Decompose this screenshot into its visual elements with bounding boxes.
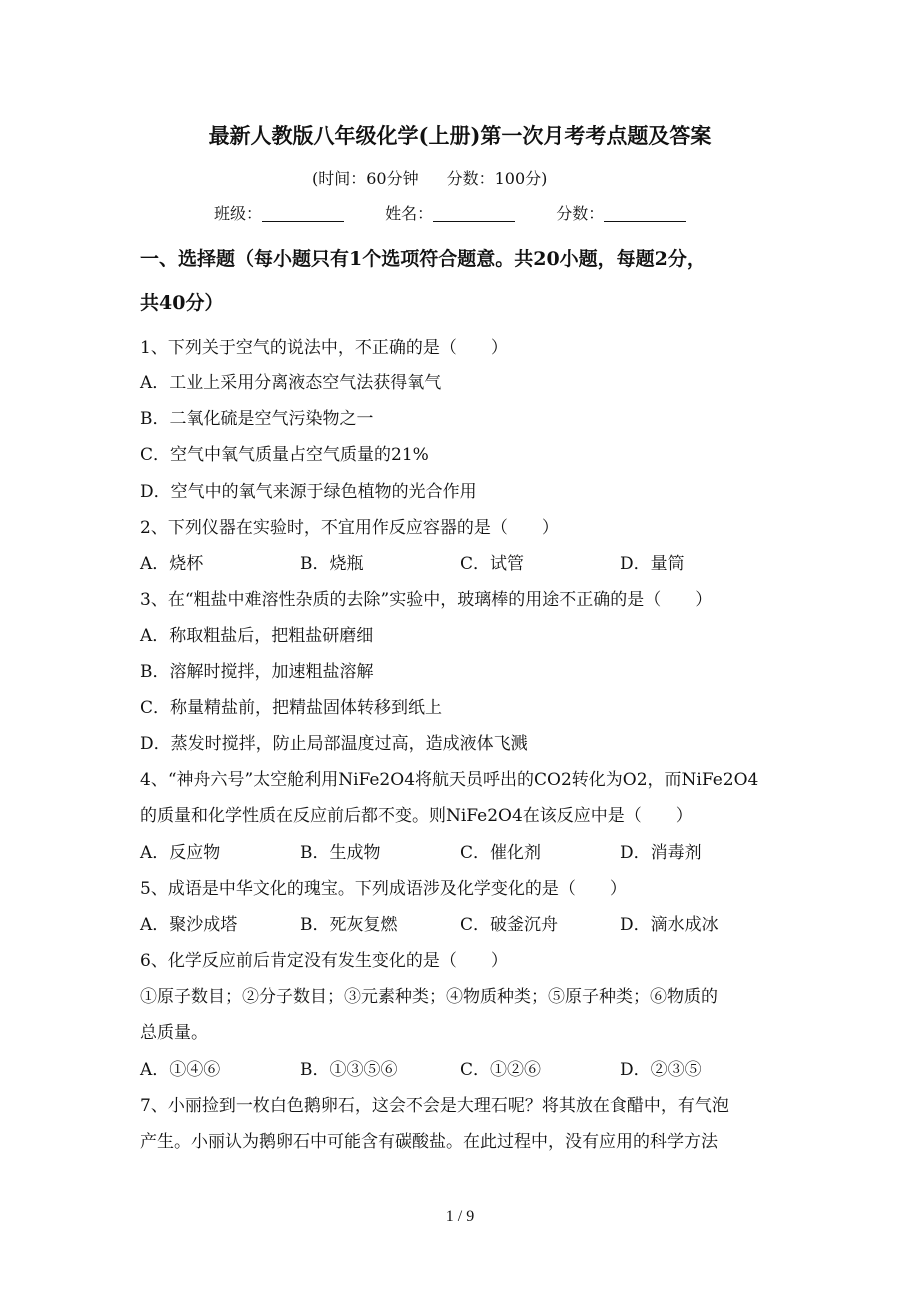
- question-1-option-b: B．二氧化硫是空气污染物之一: [140, 409, 374, 429]
- question-3-option-a: A．称取粗盐后，把粗盐研磨细: [140, 626, 374, 646]
- exam-score: 分数：100分): [446, 169, 548, 188]
- option-d: D．滴水成冰: [620, 915, 719, 935]
- question-4-stem: 4、“神舟六号”太空舱利用NiFe2O4将航天员呼出的CO2转化为O2，而NiFe2O4: [140, 770, 759, 790]
- question-7-stem: 7、小丽捡到一枚白色鹅卵石，这会不会是大理石呢？将其放在食醋中，有气泡: [140, 1096, 729, 1116]
- section-heading: 一、选择题（每小题只有1个选项符合题意。共20小题，每题2分，: [140, 248, 706, 270]
- exam-info: [312, 168, 575, 190]
- question-6-options: [140, 1059, 780, 1081]
- option-a: A．烧杯: [140, 554, 204, 574]
- name-blank: [433, 205, 515, 222]
- question-4-options: [140, 842, 780, 864]
- section-heading-cont: 共40分）: [140, 292, 224, 314]
- exam-time: (时间：60分钟: [312, 169, 419, 188]
- option-b: B．死灰复燃: [300, 915, 398, 935]
- question-3-option-d: D．蒸发时搅拌，防止局部温度过高，造成液体飞溅: [140, 734, 528, 754]
- name-label: 姓名：: [385, 204, 434, 223]
- option-d: D．消毒剂: [620, 843, 702, 863]
- option-d: D．②③⑤: [620, 1060, 702, 1080]
- score-label: 分数：: [556, 204, 605, 223]
- option-c: C．破釜沉舟: [460, 915, 559, 935]
- option-a: A．①④⑥: [140, 1060, 221, 1080]
- document-title: 最新人教版八年级化学(上册)第一次月考考点题及答案: [208, 123, 712, 148]
- option-a: A．聚沙成塔: [140, 915, 238, 935]
- question-3-stem: 3、在“粗盐中难溶性杂质的去除”实验中，玻璃棒的用途不正确的是（ ）: [140, 590, 713, 610]
- question-5-stem: 5、成语是中华文化的瑰宝。下列成语涉及化学变化的是（ ）: [140, 879, 627, 899]
- option-d: D．量筒: [620, 554, 685, 574]
- class-field: [214, 203, 344, 225]
- option-b: B．生成物: [300, 843, 381, 863]
- question-1-option-c: C．空气中氧气质量占空气质量的21%: [140, 445, 429, 465]
- question-6-text-cont: 总质量。: [140, 1023, 208, 1043]
- name-field: [385, 203, 515, 225]
- option-c: C．试管: [460, 554, 525, 574]
- student-fields: [214, 203, 722, 225]
- question-6-stem: 6、化学反应前后肯定没有发生变化的是（ ）: [140, 951, 508, 971]
- question-4-stem-cont: 的质量和化学性质在反应前后都不变。则NiFe2O4在该反应中是（ ）: [140, 806, 693, 826]
- question-2-stem: 2、下列仪器在实验时，不宜用作反应容器的是（ ）: [140, 518, 559, 538]
- question-3-option-b: B．溶解时搅拌，加速粗盐溶解: [140, 662, 374, 682]
- option-b: B．①③⑤⑥: [300, 1060, 398, 1080]
- option-a: A．反应物: [140, 843, 221, 863]
- score-field: [556, 203, 686, 225]
- question-7-stem-cont: 产生。小丽认为鹅卵石中可能含有碳酸盐。在此过程中，没有应用的科学方法: [140, 1132, 718, 1152]
- question-5-options: [140, 914, 780, 936]
- question-1-option-a: A．工业上采用分离液态空气法获得氧气: [140, 373, 442, 393]
- class-label: 班级：: [214, 204, 263, 223]
- question-1-stem: 1、下列关于空气的说法中，不正确的是（ ）: [140, 338, 508, 358]
- page-number: 1 / 9: [445, 1208, 475, 1225]
- question-2-options: [140, 553, 780, 575]
- option-b: B．烧瓶: [300, 554, 364, 574]
- class-blank: [262, 205, 344, 222]
- question-6-text: ①原子数目；②分子数目；③元素种类；④物质种类；⑤原子种类；⑥物质的: [140, 987, 718, 1007]
- question-3-option-c: C．称量精盐前，把精盐固体转移到纸上: [140, 698, 443, 718]
- score-blank: [604, 205, 686, 222]
- question-1-option-d: D．空气中的氧气来源于绿色植物的光合作用: [140, 482, 477, 502]
- option-c: C．催化剂: [460, 843, 542, 863]
- option-c: C．①②⑥: [460, 1060, 542, 1080]
